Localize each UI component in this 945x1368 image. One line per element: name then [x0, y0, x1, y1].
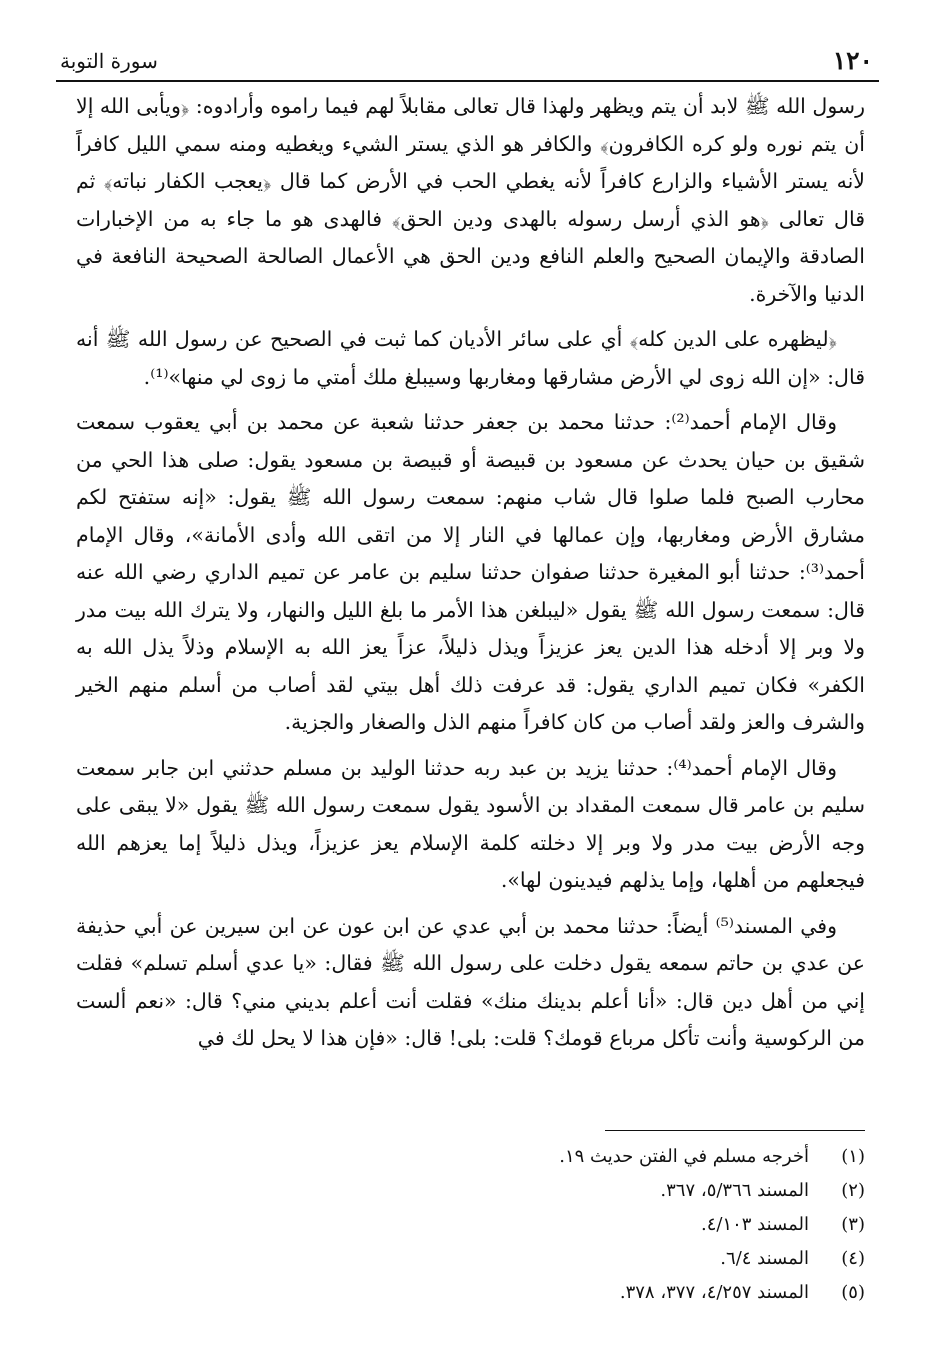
paragraph-1: رسول الله ﷺ لابد أن يتم ويظهر ولهذا قال تعالى مقابلاً لهم فيما راموه وأرادوه: ﴿ويأبى الله إلا أن يتم نوره ولو كره الكافرون﴾ والكافر هو الذي يستر الشيء ويغطيه ومنه سمي الليل كافراً لأنه يستر الأشياء والزارع كافراً لأنه يغطي الحب في الأرض كما قال ﴿يعجب الكفار نباته﴾ ثم قال تعالى ﴿هو الذي أرسل رسوله بالهدى ودين الحق﴾ فالهدى هو ما جاء به من الإخبارات الصادقة والإيمان الصحيح والعلم النافع ودين الحق هي الأعمال الصالحة الصحيحة النافعة في الدنيا والآخرة. — [76, 94, 865, 306]
footnote-divider — [605, 1130, 865, 1131]
footnote-number: (١) — [841, 1146, 865, 1167]
paragraph-3: وقال الإمام أحمد⁽²⁾: حدثنا محمد بن جعفر حدثنا شعبة عن محمد بن أبي يعقوب سمعت شقيق بن حيان يحدث عن مسعود بن قبيصة أو قبيصة بن مسعود يقول: صلى هذا الحي من محارب الصبح فلما صلوا قال شاب منهم: سمعت رسول الله ﷺ يقول: «إنه ستفتح لكم مشارق الأرض ومغاربها، وإن عمالها في النار إلا من اتقى الله وأدى الأمانة»، وقال الإمام أحمد⁽³⁾: حدثنا أبو المغيرة حدثنا صفوان حدثنا سليم بن عامر عن تميم الداري رضي الله عنه قال: سمعت رسول الله ﷺ يقول «ليبلغن هذا الأمر ما بلغ الليل والنهار، ولا يترك الله بيت مدر ولا وبر إلا أدخله هذا الدين يعز عزيزاً ويذل ذليلاً، عزاً يعز الله به الإسلام وذلاً يذل الله به الكفر» فكان تميم الداري يقول: قد عرفت ذلك أهل بيتي لقد أصاب من أسلم منهم الخير والشرف والعز ولقد أصاب من كان كافراً منهم الذل والصغار والجزية. — [76, 410, 865, 734]
footnote-text: أخرجه مسلم في الفتن حديث ١٩. — [559, 1146, 809, 1167]
footnote-1 — [76, 1140, 865, 1174]
footnote-number: (٤) — [841, 1248, 865, 1269]
paragraph-4: وقال الإمام أحمد⁽⁴⁾: حدثنا يزيد بن عبد ربه حدثنا الوليد بن مسلم حدثني ابن جابر سمعت سليم بن عامر قال سمعت المقداد بن الأسود يقول سمعت رسول الله ﷺ يقول «لا يبقى على وجه الأرض بيت مدر ولا وبر إلا دخلته كلمة الإسلام يعز عزيزاً، ويذل ذليلاً إما يعزهم الله فيجعلهم من أهلها، وإما يذلهم فيدينون لها». — [76, 755, 865, 892]
footnote-text: المسند ٦/٤. — [720, 1248, 809, 1269]
footnote-4 — [76, 1242, 865, 1276]
footnote-text: المسند ٤/١٠٣. — [700, 1214, 809, 1235]
footnote-number: (٣) — [841, 1214, 865, 1235]
footnote-text: المسند ٤/٢٥٧، ٣٧٧، ٣٧٨. — [619, 1282, 809, 1303]
paragraph-2: ﴿ليظهره على الدين كله﴾ أي على سائر الأديان كما ثبت في الصحيح عن رسول الله ﷺ أنه قال: «إن الله زوى لي الأرض مشارقها ومغاربها وسيبلغ ملك أمتي ما زوى لي منها»⁽¹⁾. — [76, 327, 865, 389]
main-text — [76, 88, 865, 1066]
page-header — [60, 42, 873, 76]
footnote-2 — [76, 1174, 865, 1208]
footnote-text: المسند ٥/٣٦٦، ٣٦٧. — [660, 1180, 809, 1201]
surah-title: سورة التوبة — [60, 49, 158, 73]
footnotes — [76, 1140, 865, 1310]
paragraph-5: وفي المسند⁽⁵⁾ أيضاً: حدثنا محمد بن أبي عدي عن ابن عون عن ابن سيرين عن أبي حذيفة عن عدي بن حاتم سمعه يقول دخلت على رسول الله ﷺ فقال: «يا عدي أسلم تسلم» فقلت إني من أهل دين قال: «أنا أعلم بدينك منك» فقلت أنت أعلم بديني مني؟ قال: «نعم ألست من الركوسية وأنت تأكل مرباع قومك؟ قلت: بلى! قال: «فإن هذا لا يحل لك في — [76, 913, 865, 1050]
footnote-number: (٢) — [841, 1180, 865, 1201]
footnote-number: (٥) — [841, 1282, 865, 1303]
footnote-3 — [76, 1208, 865, 1242]
page-number: ١٢٠ — [832, 46, 873, 75]
header-divider — [56, 80, 879, 82]
footnote-5 — [76, 1276, 865, 1310]
